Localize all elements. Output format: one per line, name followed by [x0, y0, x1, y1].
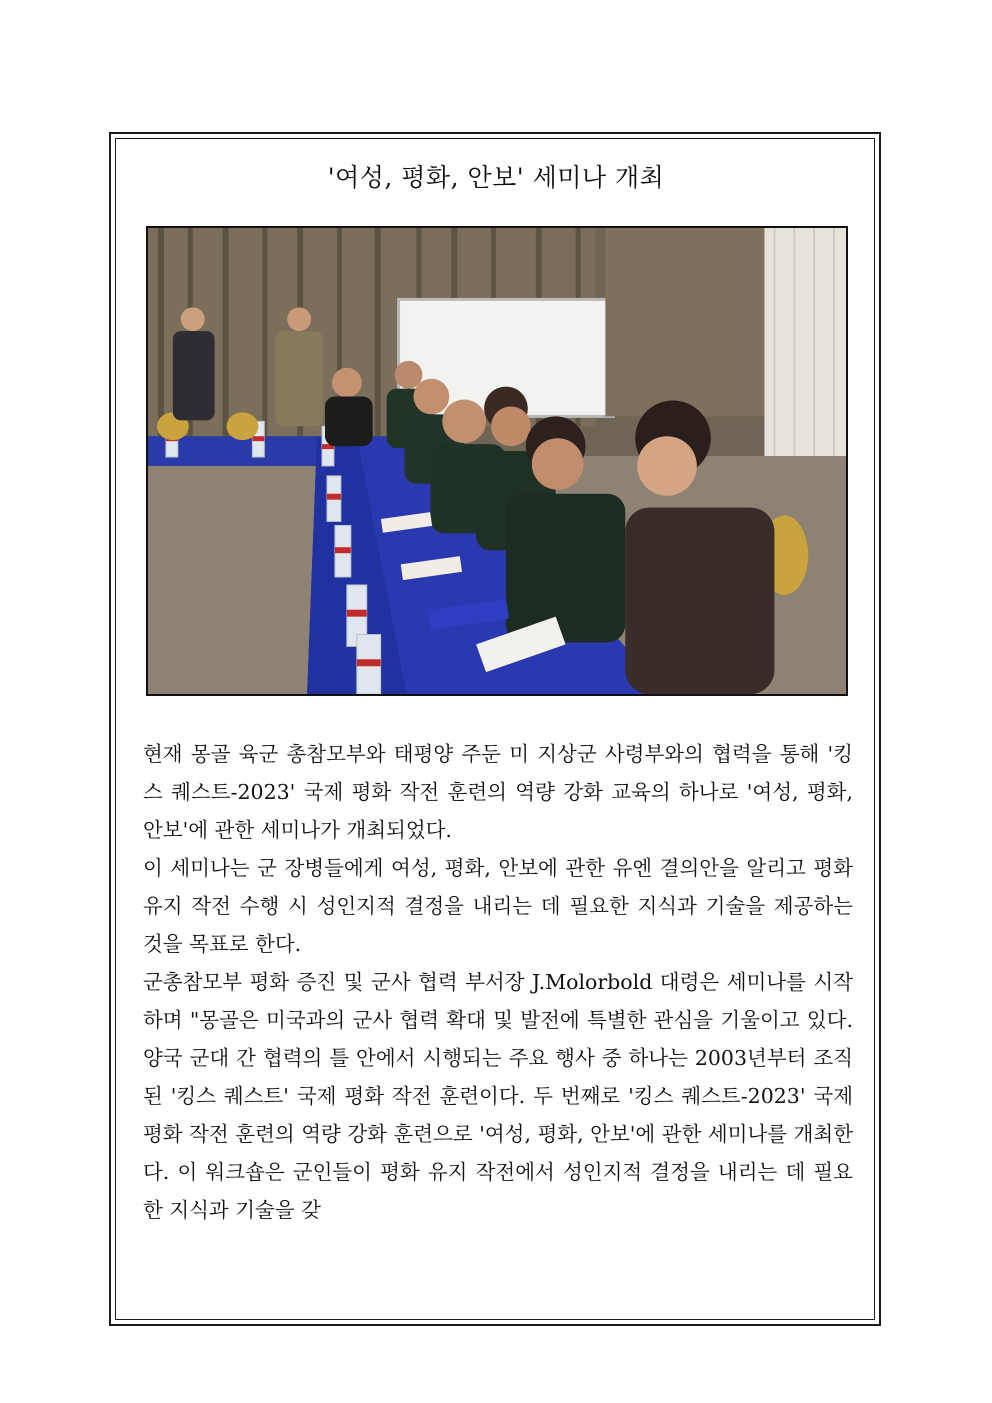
seminar-photo-image [148, 228, 846, 694]
seminar-photo [146, 226, 848, 696]
paragraph-3: 군총참모부 평화 증진 및 군사 협력 부서장 J.Molorbold 대령은 세미나를 시작하며 "몽골은 미국과의 군사 협력 확대 및 발전에 특별한 관심을 기울이고 있다. 양국 군대 간 협력의 틀 안에서 시행되는 주요 행사 중 하나는 2003년부터 조직된 '킹스 퀘스트' 국제 평화 작전 훈련이다. 두 번째로 '킹스 퀘스트-2023' 국제 평화 작전 훈련의 역량 강화 훈련으로 '여성, 평화, 안보'에 관한 세미나를 개최한다. 이 워크숍은 군인들이 평화 유지 작전에서 성인지적 결정을 내리는 데 필요한 지식과 기술을 갖 [143, 970, 853, 1222]
article-body [143, 735, 853, 1229]
paragraph-1: 현재 몽골 육군 총참모부와 태평양 주둔 미 지상군 사령부와의 협력을 통해 '킹스 퀘스트-2023' 국제 평화 작전 훈련의 역량 강화 교육의 하나로 '여성, 평화, 안보'에 관한 세미나가 개최되었다. [143, 742, 853, 842]
page-title: '여성, 평화, 안보' 세미나 개최 [327, 163, 665, 192]
paragraph-2: 이 세미나는 군 장병들에게 여성, 평화, 안보에 관한 유엔 결의안을 알리고 평화 유지 작전 수행 시 성인지적 결정을 내리는 데 필요한 지식과 기술을 제공하는 것을 목표로 한다. [143, 856, 853, 956]
